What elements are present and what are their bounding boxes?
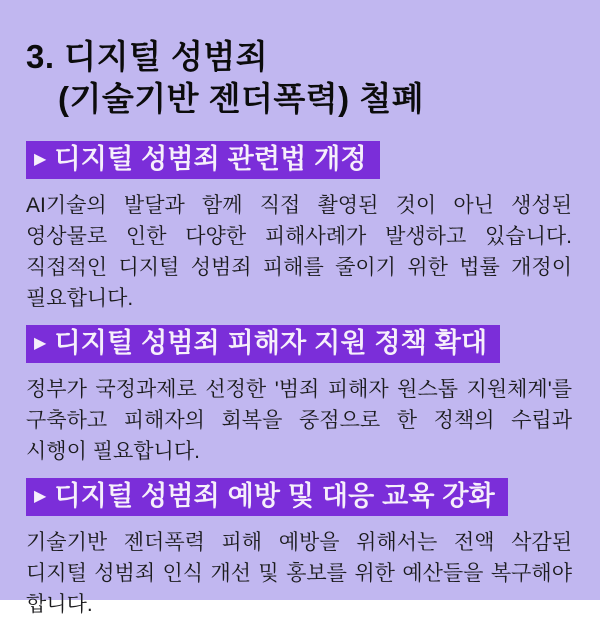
section-law-reform bbox=[26, 141, 574, 314]
page-title-line-1: 3. 디지털 성범죄 bbox=[26, 38, 269, 75]
section-heading-highlight bbox=[26, 325, 500, 363]
section-victim-support bbox=[26, 325, 574, 467]
section-prevention-education bbox=[26, 478, 574, 620]
section-heading-highlight bbox=[26, 141, 380, 179]
triangle-bullet-icon: ▶ bbox=[34, 335, 47, 352]
page-title-line-2: (기술기반 젠더폭력) 철폐 bbox=[58, 80, 425, 117]
section-body: AI기술의 발달과 함께 직접 촬영된 것이 아닌 생성된 영상물로 인한 다양한 피해사례가 발생하고 있습니다. 직접적인 디지털 성범죄 피해를 줄이기 위한 법률 개정이 필요합니다. bbox=[26, 194, 572, 310]
section-heading: 디지털 성범죄 관련법 개정 bbox=[54, 144, 367, 174]
section-heading: 디지털 성범죄 피해자 지원 정책 확대 bbox=[54, 328, 488, 358]
triangle-bullet-icon: ▶ bbox=[34, 151, 47, 168]
section-body: 정부가 국정과제로 선정한 '범죄 피해자 원스톱 지원체계'를 구축하고 피해자의 회복을 중점으로 한 정책의 수립과 시행이 필요합니다. bbox=[26, 378, 572, 463]
section-heading-highlight bbox=[26, 478, 508, 516]
page-title bbox=[26, 36, 574, 120]
triangle-bullet-icon: ▶ bbox=[34, 488, 47, 505]
section-heading: 디지털 성범죄 예방 및 대응 교육 강화 bbox=[54, 481, 495, 511]
section-body: 기술기반 젠더폭력 피해 예방을 위해서는 전액 삭감된 디지털 성범죄 인식 개선 및 홍보를 위한 예산들을 복구해야 합니다. bbox=[26, 531, 572, 616]
